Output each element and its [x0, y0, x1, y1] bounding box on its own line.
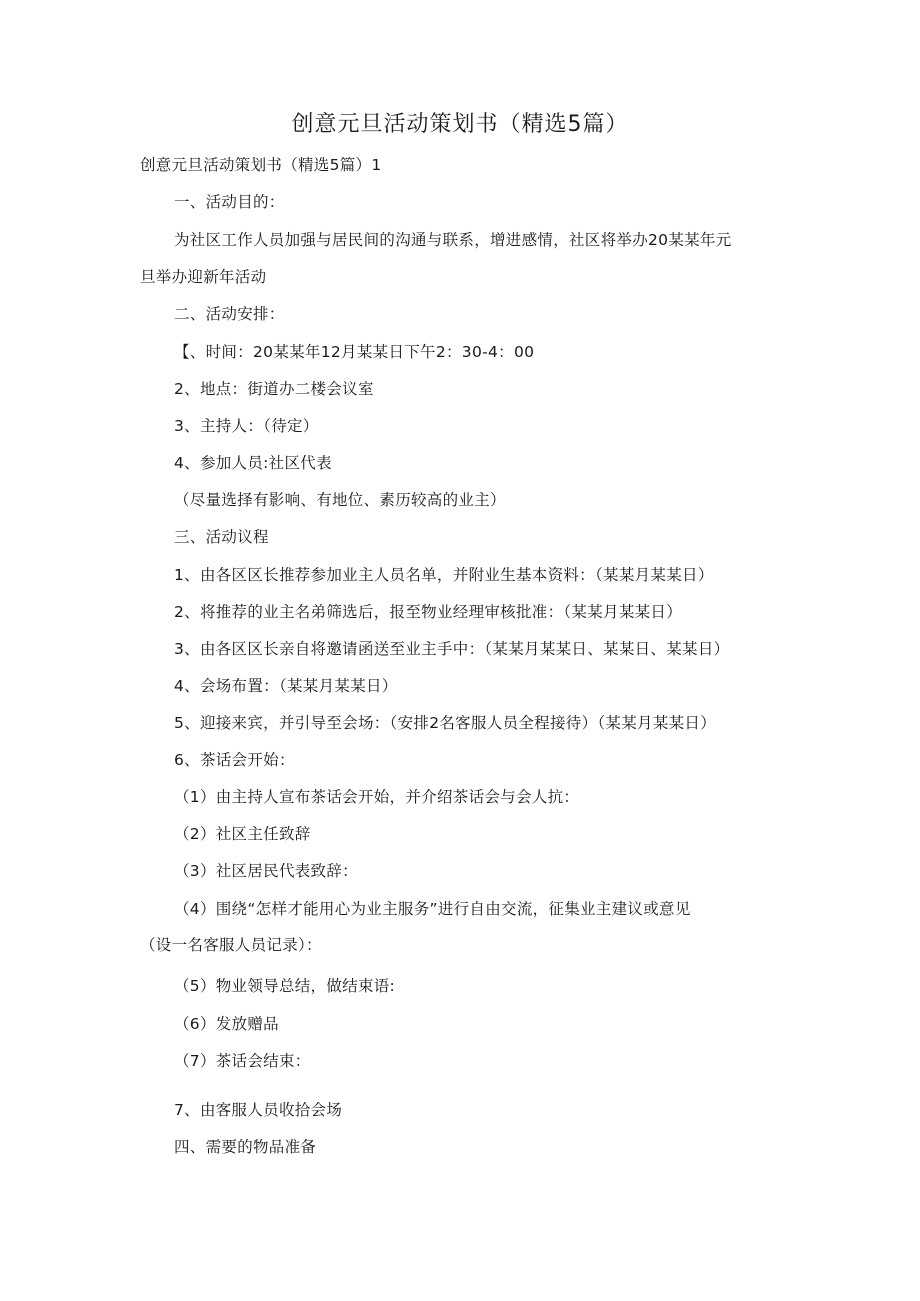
- document-title: 创意元旦活动策划书（精选5篇）: [291, 112, 629, 137]
- agenda-item-1: 1、由各区区长推荐参加业主人员名单，并附业生基本资料：（某某月某某日）: [174, 566, 714, 584]
- agenda-item-7: 7、由客服人员收拾会场: [174, 1101, 343, 1119]
- section-heading-arrangement: 二、活动安排：: [174, 305, 285, 323]
- tea-party-step-1: （1）由主持人宣布茶话会开始，并介绍茶话会与会人抗：: [174, 788, 580, 806]
- tea-party-step-2: （2）社区主任致辞: [174, 825, 311, 843]
- arrangement-host: 3、主持人：（待定）: [174, 417, 319, 435]
- arrangement-time: 【、时间：20某某年12月某某日下午2：30-4：00: [174, 343, 535, 361]
- section-heading-materials: 四、需要的物品准备: [174, 1138, 317, 1156]
- arrangement-participants-note: （尽量选择有影响、有地位、素历较高的业主）: [174, 491, 506, 509]
- tea-party-step-4: （4）围绕“怎样才能用心为业主服务”进行自由交流，征集业主建议或意见: [174, 900, 691, 918]
- arrangement-participants: 4、参加人员:社区代表: [174, 454, 332, 472]
- agenda-item-6: 6、茶话会开始：: [174, 751, 295, 769]
- paragraph-purpose-line-2: 旦举办迎新年活动: [140, 268, 267, 286]
- tea-party-step-4-continued: （设一名客服人员记录）：: [140, 936, 322, 954]
- agenda-item-2: 2、将推荐的业主名弟筛选后，报至物业经理审核批准：（某某月某某日）: [174, 603, 683, 621]
- agenda-item-5: 5、迎接来宾，并引导至会场：（安排2名客服人员全程接待）（某某月某某日）: [174, 714, 717, 732]
- agenda-item-3: 3、由各区区长亲自将邀请函送至业主手中：（某某月某某日、某某日、某某日）: [174, 640, 730, 658]
- tea-party-step-6: （6）发放赠品: [174, 1015, 279, 1033]
- section-heading-agenda: 三、活动议程: [174, 528, 269, 546]
- agenda-item-4: 4、会场布置：（某某月某某日）: [174, 677, 398, 695]
- section-heading-purpose: 一、活动目的：: [174, 193, 285, 211]
- paragraph-purpose-line-1: 为社区工作人员加强与居民间的沟通与联系，增进感情，社区将举办20某某年元: [174, 231, 732, 249]
- arrangement-location: 2、地点：街道办二楼会议室: [174, 380, 374, 398]
- tea-party-step-3: （3）社区居民代表致辞：: [174, 862, 358, 880]
- tea-party-step-5: （5）物业领导总结，做结束语:: [174, 977, 396, 995]
- document-subtitle: 创意元旦活动策划书（精选5篇）1: [140, 156, 382, 174]
- tea-party-step-7: （7）茶话会结束：: [174, 1052, 311, 1070]
